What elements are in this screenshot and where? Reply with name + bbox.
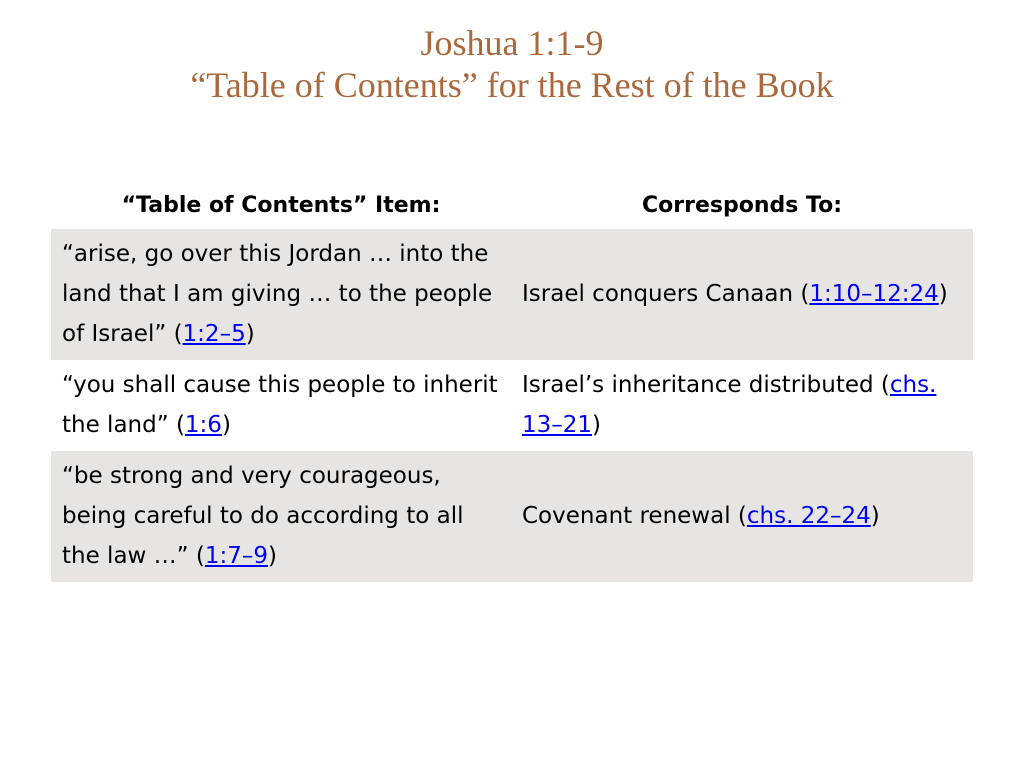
corresponds-close: ) xyxy=(592,412,602,438)
scripture-link[interactable]: chs. 22–24 xyxy=(746,503,871,529)
corresponds-text: Israel’s inheritance distributed ( xyxy=(522,372,890,398)
scripture-link[interactable]: 1:10–12:24 xyxy=(809,281,939,307)
scripture-link[interactable]: 1:2–5 xyxy=(182,321,246,347)
item-text: “arise, go over this Jordan … into the land that I am giving … to the people of Israel” ( xyxy=(62,241,493,347)
scripture-link[interactable]: 1:6 xyxy=(184,412,222,438)
table-header-row xyxy=(51,181,973,229)
table-row xyxy=(51,360,973,451)
item-cell xyxy=(51,229,511,360)
item-close: ) xyxy=(245,321,255,347)
corresponds-close: ) xyxy=(870,503,880,529)
corresponds-text: Covenant renewal ( xyxy=(522,503,747,529)
table-row xyxy=(51,229,973,360)
item-cell xyxy=(51,360,511,451)
header-item: “Table of Contents” Item: xyxy=(51,181,511,229)
scripture-link[interactable]: 1:7–9 xyxy=(204,543,269,569)
title-line-1: Joshua 1:1-9 xyxy=(420,23,604,63)
scripture-link[interactable]: chs. 13–21 xyxy=(522,372,937,438)
corresponds-text: Israel conquers Canaan ( xyxy=(522,281,810,307)
header-corresponds: Corresponds To: xyxy=(511,181,973,229)
corresponds-cell xyxy=(511,229,973,360)
item-text: “you shall cause this people to inherit the land” ( xyxy=(62,372,498,438)
corresponds-cell xyxy=(511,451,973,582)
slide-title xyxy=(0,22,1024,106)
item-text: “be strong and very courageous, being careful to do according to all the law …” ( xyxy=(62,463,464,569)
corresponds-close: ) xyxy=(938,281,948,307)
table-row xyxy=(51,451,973,582)
toc-table xyxy=(51,181,973,582)
title-line-2: “Table of Contents” for the Rest of the Book xyxy=(190,65,834,105)
corresponds-cell xyxy=(511,360,973,451)
item-close: ) xyxy=(221,412,231,438)
item-close: ) xyxy=(268,543,278,569)
item-cell xyxy=(51,451,511,582)
